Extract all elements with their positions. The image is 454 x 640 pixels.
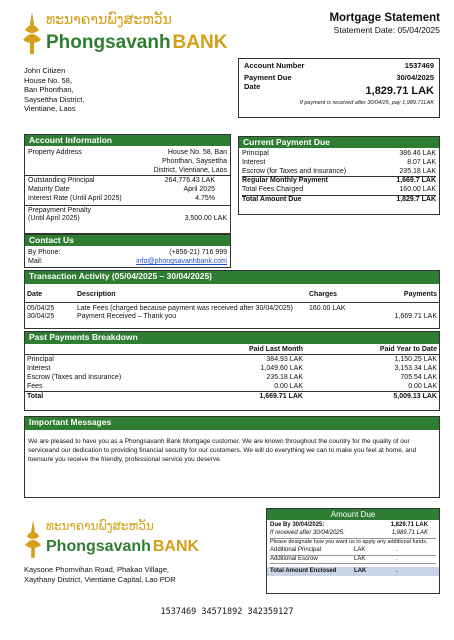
col-date: Date — [27, 291, 43, 299]
payment-coupon — [266, 508, 440, 594]
prepayment-penalty-value: 3,500.00 LAK — [184, 215, 227, 223]
cell-value: 1,049.60 LAK — [260, 365, 303, 373]
logo-bank: BANK — [152, 538, 200, 555]
logo-name: Phongsavanh — [46, 32, 171, 53]
summary-box — [238, 58, 440, 118]
logo-lao-text: ທະນາຄານພົງສະຫວັນ — [46, 12, 172, 28]
regular-payment-label: Regular Monthly Payment — [242, 177, 328, 185]
col-paid-last-month: Paid Last Month — [195, 345, 305, 355]
cell-value: 0.00 LAK — [408, 383, 437, 391]
row-label: Principal — [27, 356, 54, 364]
prepayment-penalty-period: (Until April 2025) — [28, 215, 80, 223]
contact-panel — [24, 234, 231, 268]
txn-charge — [307, 313, 369, 321]
total-amount-due-value: 1,829.7 LAK — [396, 195, 436, 203]
col-charges: Charges — [309, 291, 338, 299]
property-address-line: Phonthan, Saysettha — [162, 157, 227, 165]
table-row — [25, 355, 439, 365]
bank-address-line: Kaysone Phomvihan Road, Phakao Village, — [24, 565, 169, 574]
table-row — [25, 305, 439, 313]
txn-date: 30/04/25 — [27, 313, 55, 321]
late-amount-label: If received after 30/04/2025: — [270, 529, 345, 536]
late-amount-value: 1,989.71 LAK — [391, 529, 428, 536]
address-line: Vientiane, Laos — [24, 104, 76, 114]
additional-principal-field[interactable] — [270, 547, 436, 556]
property-address-line: District, Vientiane, Laos — [153, 166, 227, 174]
currency-label: LAK — [354, 555, 366, 562]
address-line: Ban Phonthan, — [24, 85, 74, 95]
important-messages-panel — [24, 416, 440, 498]
fees-charged-value: 160.00 LAK — [399, 186, 436, 193]
col-paid-ytd: Paid Year to Date — [335, 345, 439, 355]
escrow-value: 235.18 LAK — [399, 167, 436, 175]
scanline-numbers: 1537469 34571892 342359127 — [160, 607, 294, 617]
transaction-activity-panel — [24, 270, 440, 329]
email-link[interactable]: info@phongsavanhbank.com — [136, 258, 227, 266]
total-amount-due-label: Total Amount Due — [242, 195, 302, 203]
cell-value: 5,009.13 LAK — [393, 393, 437, 401]
outstanding-principal-label: Outstanding Principal — [28, 177, 95, 185]
bank-logo-bottom — [24, 518, 204, 562]
row-label: Total — [27, 393, 44, 401]
additional-escrow-label: Additional Escrow — [270, 555, 318, 562]
total-enclosed-field[interactable] — [267, 567, 439, 576]
amount-due-value: 1,829.71 LAK — [365, 85, 434, 98]
account-information-panel — [24, 134, 231, 234]
cell-value: 1,150.25 LAK — [394, 356, 437, 364]
late-payment-note: If payment is received after 30/04/25, pay 1,989.71LAK — [299, 99, 434, 106]
phone-value: (+856-21) 716 999 — [169, 249, 227, 256]
important-messages-title: Important Messages — [25, 417, 439, 430]
additional-principal-label: Additional Principal — [270, 546, 322, 553]
txn-description: Payment Received – Thank you — [77, 313, 177, 321]
coupon-title: Amount Due — [267, 509, 439, 520]
due-by-value: 1,829.71 LAK — [390, 522, 428, 528]
table-row — [25, 382, 439, 392]
current-payment-panel — [238, 136, 440, 215]
currency-label: LAK — [354, 568, 367, 575]
maturity-date-label: Maturity Date — [28, 186, 70, 193]
bank-address — [24, 565, 176, 585]
amount-input-placeholder: . — [396, 568, 398, 575]
payment-due-label: Payment Due — [244, 72, 292, 82]
cell-value: 235.18 LAK — [266, 374, 303, 382]
address-line: House No. 58, — [24, 75, 72, 85]
currency-label: LAK — [354, 546, 366, 553]
contact-title: Contact Us — [25, 235, 230, 246]
outstanding-principal-value: 264,776.43 LAK — [164, 177, 215, 185]
past-payments-title: Past Payments Breakdown — [25, 332, 439, 344]
interest-label: Interest — [242, 158, 266, 166]
regular-payment-value: 1,669.7 LAK — [396, 177, 436, 185]
table-row — [25, 313, 439, 321]
principal-value: 386.46 LAK — [399, 150, 436, 157]
col-description: Description — [77, 291, 116, 299]
table-row — [25, 364, 439, 373]
current-payment-title: Current Payment Due — [239, 137, 439, 148]
property-address-line: House No. 58, Ban — [167, 149, 227, 156]
interest-value: 8.07 LAK — [407, 158, 436, 166]
property-address-label: Property Address — [28, 149, 82, 156]
maturity-date-value: April 2025 — [183, 186, 215, 193]
principal-label: Principal — [242, 150, 269, 157]
table-row — [25, 392, 439, 402]
lotus-emblem-icon — [24, 518, 42, 560]
cell-value: 705.54 LAK — [400, 374, 437, 382]
txn-payment — [369, 305, 439, 313]
amount-input-placeholder: . — [396, 546, 398, 553]
txn-charge: 160.00 LAK — [309, 305, 346, 312]
date-label: Date — [244, 82, 261, 92]
prepayment-penalty-label: Prepayment Penalty — [28, 206, 92, 214]
due-by-label: Due By 30/04/2025: — [270, 522, 325, 528]
phone-label: By Phone: — [28, 249, 61, 256]
statement-title: Mortgage Statement — [329, 12, 440, 24]
bank-logo — [22, 10, 228, 58]
transaction-activity-title: Transaction Activity (05/04/2025 – 30/04/2025) — [25, 271, 439, 284]
additional-escrow-field[interactable] — [270, 556, 436, 565]
important-messages-body: We are pleased to have you as a Phongsavanh Bank Mortgage customer. We are known throughout the country for the quality of our serviceand our dedication to providing financial security for our customers. We will do everything we can to make you feel at home, and toensure you receive the friendly, professional service you deserve. — [28, 438, 417, 463]
customer-name: John Citizen — [24, 66, 66, 75]
row-label: Interest — [27, 365, 51, 373]
logo-lao-text: ທະນາຄານພົງສະຫວັນ — [46, 519, 154, 533]
row-label: Escrow (Taxes and Insurance) — [27, 374, 122, 382]
statement-date: Statement Date: 05/04/2025 — [333, 25, 440, 36]
mail-label: Mail: — [28, 258, 43, 266]
logo-bank: BANK — [172, 32, 228, 53]
txn-date: 05/04/25 — [27, 305, 55, 312]
account-number-value: 1537469 — [404, 61, 434, 70]
lotus-emblem-icon — [22, 10, 42, 56]
cell-value: 3,153.34 LAK — [394, 365, 437, 373]
total-enclosed-label: Total Amount Enclosed — [270, 568, 337, 575]
cell-value: 0.00 LAK — [274, 383, 303, 391]
col-payments: Payments — [403, 291, 437, 299]
coupon-note: Please designate how you want us to apply any additional funds. — [270, 538, 428, 545]
cell-value: 1,669.71 LAK — [259, 393, 303, 401]
account-number-label: Account Number — [244, 61, 305, 70]
interest-rate-label: Interest Rate (Until April 2025) — [28, 194, 122, 202]
escrow-label: Escrow (for Taxes and Insurance) — [242, 167, 347, 175]
address-line: Saysettha District, — [24, 94, 85, 104]
account-information-title: Account Information — [25, 135, 230, 146]
customer-address — [24, 66, 84, 114]
payment-due-value: 30/04/2025 — [396, 72, 434, 82]
cell-value: 384.93 LAK — [266, 356, 303, 364]
interest-rate-value: 4.75% — [195, 194, 215, 202]
row-label: Fees — [27, 383, 43, 391]
past-payments-panel — [24, 331, 440, 411]
logo-name: Phongsavanh — [46, 538, 151, 555]
fees-charged-label: Total Fees Charged — [242, 186, 304, 193]
amount-input-placeholder: . — [396, 555, 398, 562]
txn-description: Late Fees (charged because payment was received after 30/04/2025) — [77, 305, 293, 312]
txn-payment: 1,669.71 LAK — [394, 313, 437, 321]
bank-address-line: Xaythany District, Vientiane Capital, Lao PDR — [24, 574, 176, 584]
table-row — [25, 373, 439, 382]
